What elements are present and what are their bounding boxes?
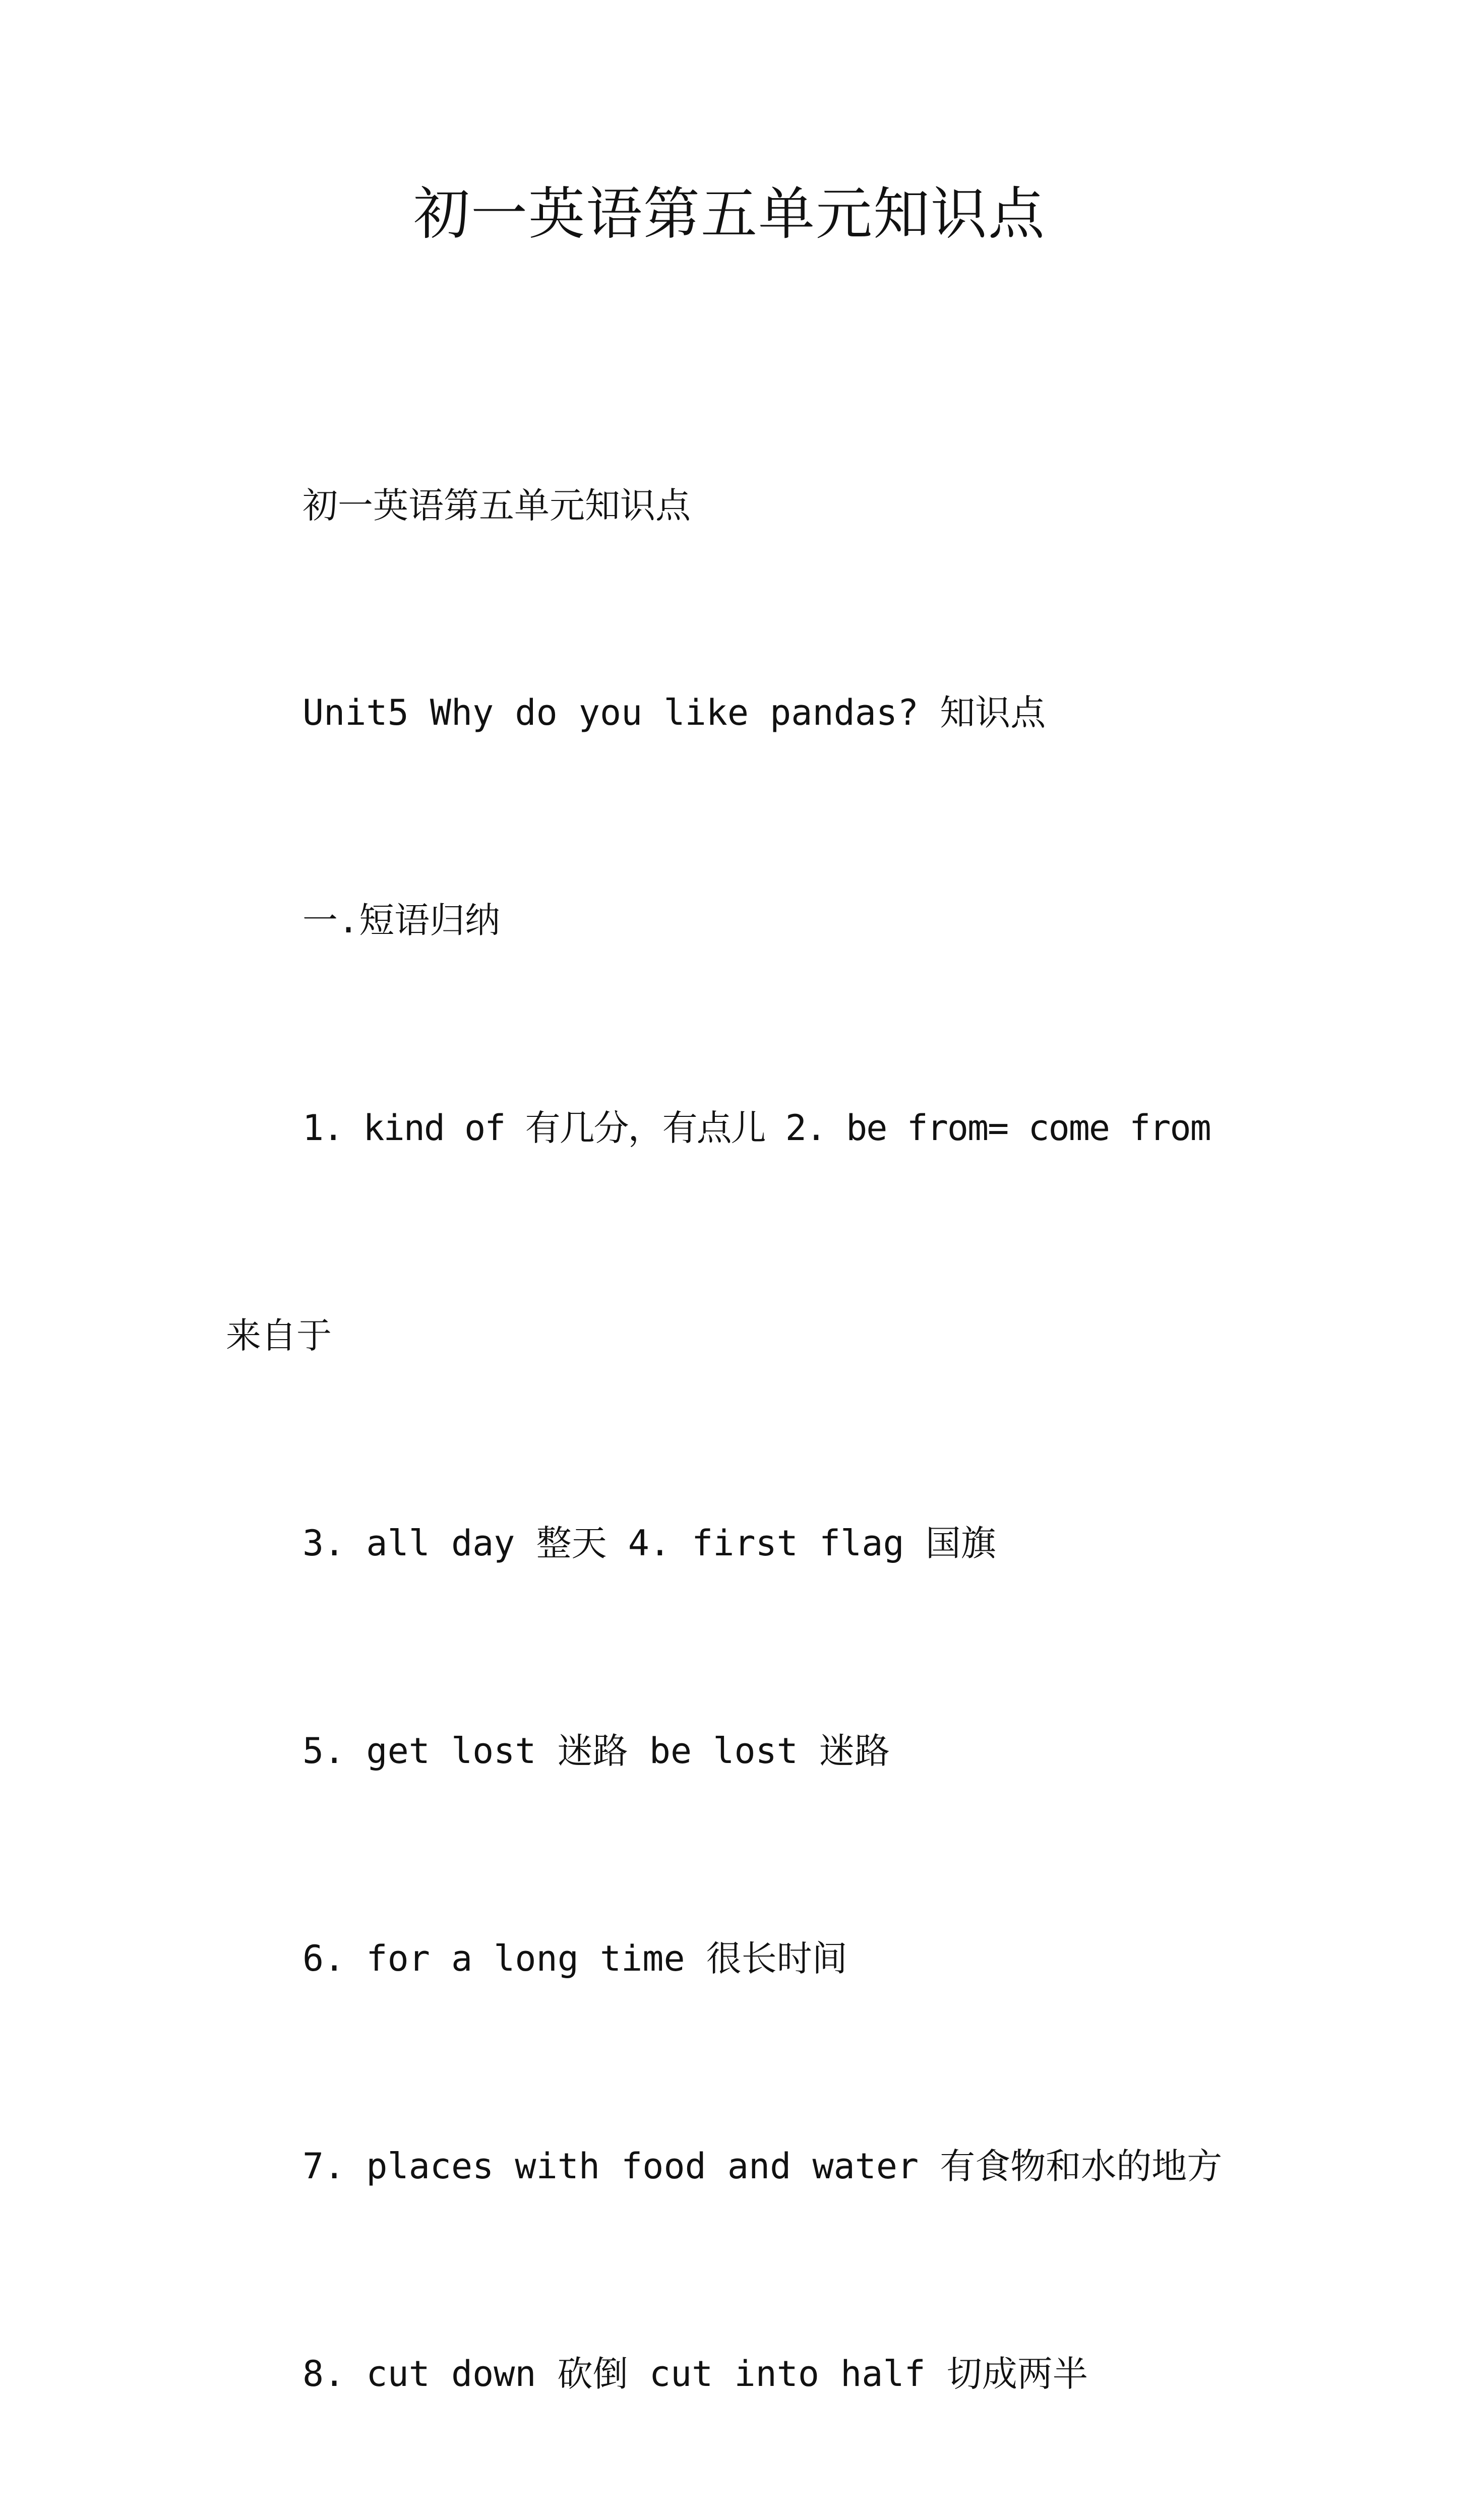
text-line-unit-heading: Unit5 Why do you like pandas? 知识点 bbox=[302, 692, 1046, 734]
text-line-subtitle: 初一英语第五单元知识点 bbox=[302, 484, 691, 526]
section-heading-phrases: 一.短语归纳 bbox=[302, 900, 501, 941]
text-line-phrase-1-2: 1. kind of 有几分，有点儿 2. be from= come from bbox=[302, 1107, 1210, 1149]
text-line-phrase-3-4: 3. all day 整天 4. first flag 国旗 bbox=[302, 1523, 996, 1564]
document-body bbox=[226, 333, 1274, 2520]
text-line-phrase-8: 8. cut down 砍倒 cut into half 切成两半 bbox=[302, 2353, 1088, 2395]
text-line-phrase-5: 5. get lost 迷路 be lost 迷路 bbox=[302, 1730, 890, 1772]
text-line-phrase-6: 6. for a long time 很长时间 bbox=[302, 1937, 847, 1979]
document-title: 初一英语第五单元知识点 bbox=[413, 181, 1046, 247]
text-line-phrase-2-continued: 来自于 bbox=[226, 1315, 332, 1357]
text-line-phrase-7: 7. places with food and water 有食物和水的地方 bbox=[302, 2145, 1223, 2187]
